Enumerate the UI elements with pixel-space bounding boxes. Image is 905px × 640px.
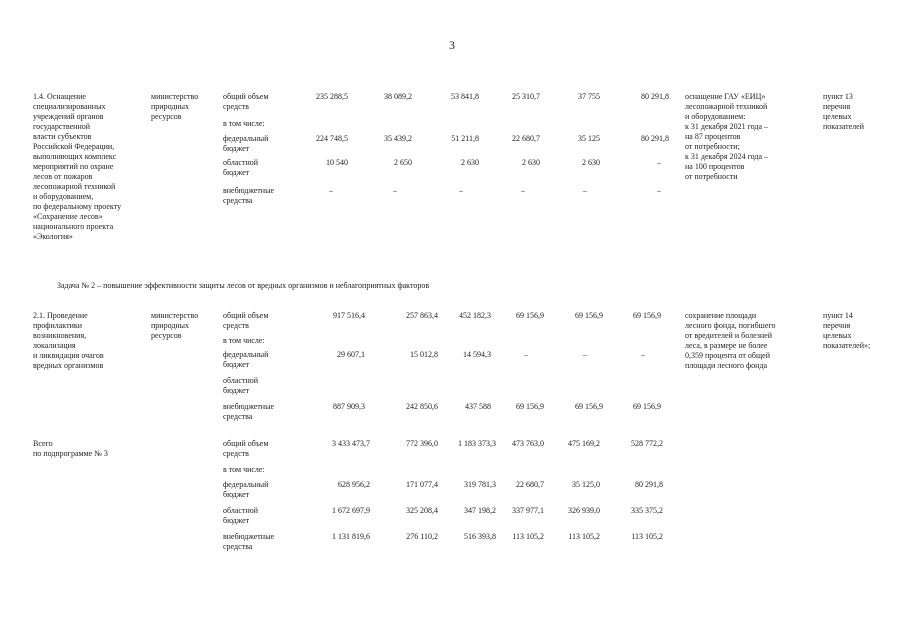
row2-federal-col2: 15 012,8 [410,350,438,359]
row2-activity-name: 2.1. Проведение профилактики возникновения, локализация и ликвидация очагов вредных организмов [33,311,104,370]
row2-result: сохранение площади лесного фонда, погибшего от вредителей и болезней леса, в размере не более 0,359 процента от общей площади лесного фонда [685,311,776,370]
row2-label-regional: областной бюджет [223,376,259,395]
row2-extra-col4: 69 156,9 [516,402,544,411]
row2-federal-col5: – [583,350,587,359]
row1-extra-col1: – [329,186,333,195]
total-total-col2: 772 396,0 [406,439,438,448]
row1-federal-col2: 35 439,2 [384,134,412,143]
row2-total-col6: 69 156,9 [633,311,661,320]
row2-total-col4: 69 156,9 [516,311,544,320]
row1-regional-col5: 2 630 [582,158,600,167]
row2-total-col2: 257 863,4 [406,311,438,320]
row1-label-federal: федеральный бюджет [223,134,269,153]
row2-indicator: пункт 14 перечня целевых показателей»; [823,311,871,350]
total-name: Всего по подпрограмме № 3 [33,439,108,458]
row1-total-col1: 235 288,5 [316,92,348,101]
row1-regional-col2: 2 650 [394,158,412,167]
row1-total-col3: 53 841,8 [451,92,479,101]
total-federal-col3: 319 781,3 [464,480,496,489]
total-federal-col5: 35 125,0 [572,480,600,489]
total-extra-col6: 113 105,2 [631,532,663,541]
total-extra-col5: 113 105,2 [568,532,600,541]
row1-extra-col2: – [393,186,397,195]
total-total-col3: 1 183 373,3 [458,439,496,448]
total-total-col6: 528 772,2 [631,439,663,448]
row2-executor: министерство природных ресурсов [151,311,199,340]
row2-extra-col3: 437 588 [465,402,491,411]
total-regional-col3: 347 198,2 [464,506,496,515]
row1-federal-col3: 51 211,8 [451,134,479,143]
row2-federal-col3: 14 594,3 [463,350,491,359]
total-regional-col6: 335 375,2 [631,506,663,515]
row1-total-col2: 38 089,2 [384,92,412,101]
row1-activity-name: 1.4. Оснащение специализированных учреждений органов государственной власти субъектов Российской Федерации, выполняющих комплекс мероприятий по охране лесов от пожаров лесопожарной техникой и оборудованием, по федеральному проекту «Сохранение лесов» национального проекта «Экология» [33,92,122,241]
row2-federal-col1: 29 607,1 [337,350,365,359]
row1-regional-col3: 2 630 [461,158,479,167]
row1-regional-col1: 10 540 [326,158,348,167]
row1-federal-col5: 35 125 [578,134,600,143]
row2-label-total: общий объем средств [223,311,269,330]
row1-label-extrabudget: внебюджетные средства [223,186,274,205]
row1-total-col5: 37 755 [578,92,600,101]
row1-extra-col4: – [521,186,525,195]
row1-regional-col6: – [657,158,661,167]
row2-label-extrabudget: внебюджетные средства [223,402,274,421]
row1-extra-col3: – [459,186,463,195]
row1-total-col6: 80 291,8 [641,92,669,101]
row1-indicator: пункт 13 перечня целевых показателей [823,92,864,131]
total-total-col4: 473 763,0 [512,439,544,448]
row1-total-col4: 25 310,7 [512,92,540,101]
total-label-total: общий объем средств [223,439,269,458]
row2-total-col5: 69 156,9 [575,311,603,320]
row2-federal-col6: – [641,350,645,359]
total-regional-col5: 326 939,0 [568,506,600,515]
row1-extra-col6: – [657,186,661,195]
total-regional-col2: 325 208,4 [406,506,438,515]
total-total-col5: 475 169,2 [568,439,600,448]
row1-label-including: в том числе: [223,119,265,128]
row1-label-total: общий объем средств [223,92,269,111]
total-label-extrabudget: внебюджетные средства [223,532,274,551]
row2-label-federal: федеральный бюджет [223,350,269,369]
task2-heading: Задача № 2 – повышение эффективности защиты лесов от вредных организмов и неблагоприятных факторов [57,281,430,290]
row1-extra-col5: – [583,186,587,195]
total-federal-col2: 171 077,4 [406,480,438,489]
total-federal-col1: 628 956,2 [338,480,370,489]
total-label-including: в том числе: [223,465,265,474]
row2-total-col3: 452 182,3 [459,311,491,320]
total-regional-col4: 337 977,1 [512,506,544,515]
row2-extra-col2: 242 850,6 [406,402,438,411]
total-extra-col1: 1 131 819,6 [332,532,370,541]
page-number: 3 [449,38,455,52]
row1-federal-col1: 224 748,5 [316,134,348,143]
row1-executor: министерство природных ресурсов [151,92,199,121]
total-extra-col4: 113 105,2 [512,532,544,541]
row2-total-col1: 917 516,4 [333,311,365,320]
row1-label-regional: областной бюджет [223,158,259,177]
total-extra-col3: 516 393,8 [464,532,496,541]
total-label-regional: областной бюджет [223,506,259,525]
row1-federal-col6: 80 291,8 [641,134,669,143]
total-total-col1: 3 433 473,7 [332,439,370,448]
row1-federal-col4: 22 680,7 [512,134,540,143]
row2-federal-col4: – [524,350,528,359]
total-label-federal: федеральный бюджет [223,480,269,499]
row2-extra-col5: 69 156,9 [575,402,603,411]
total-regional-col1: 1 672 697,9 [332,506,370,515]
total-federal-col4: 22 680,7 [516,480,544,489]
row1-result: оснащение ГАУ «ЕИЦ» лесопожарной техникой и оборудованием: к 31 декабря 2021 года – на 87 процентов от потребности; к 31 декабря 2024 года – на 100 процентов от потребности [685,92,769,181]
total-extra-col2: 276 110,2 [406,532,438,541]
row1-regional-col4: 2 630 [522,158,540,167]
row2-extra-col6: 69 156,9 [633,402,661,411]
total-federal-col6: 80 291,8 [635,480,663,489]
row2-extra-col1: 887 909,3 [333,402,365,411]
row2-label-including: в том числе: [223,336,265,345]
